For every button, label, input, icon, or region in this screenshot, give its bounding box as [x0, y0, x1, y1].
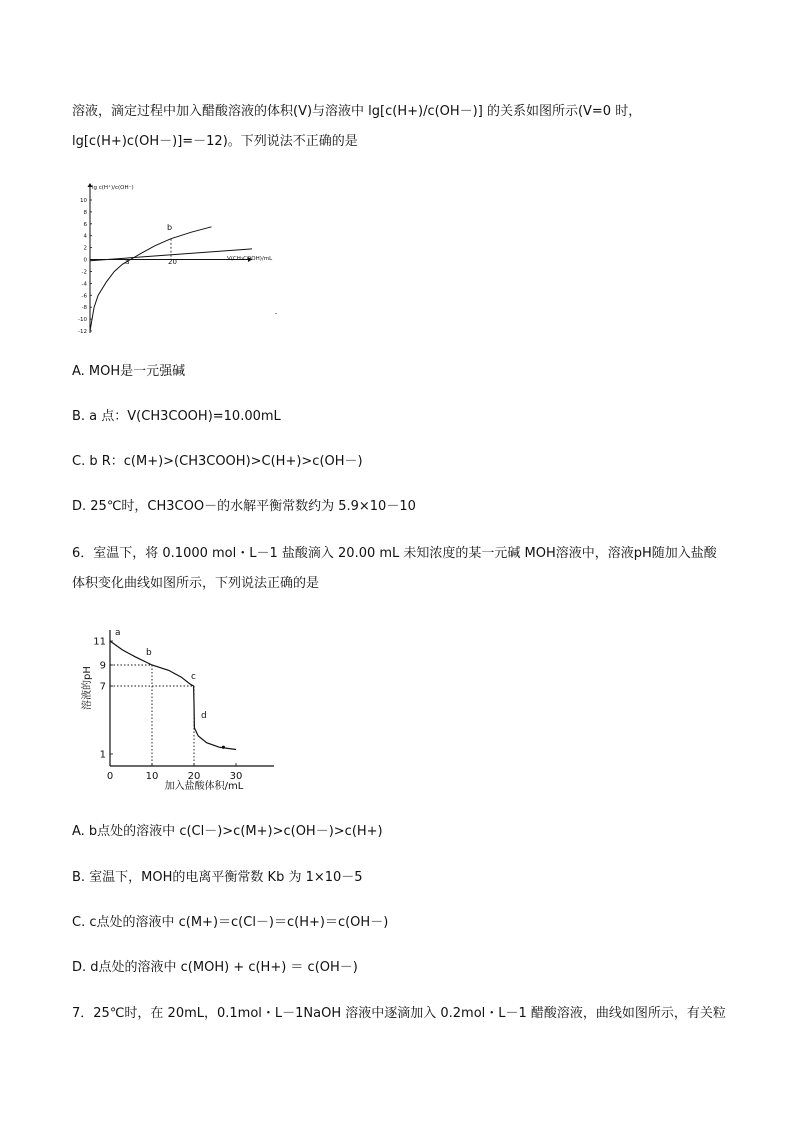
fig2-x-tick-label: 0: [106, 771, 114, 782]
fig2-curve: [110, 641, 236, 750]
fig2-y-tick-label: 7: [99, 681, 106, 693]
figure-lg-ratio-chart: [72, 178, 298, 336]
q6-option-a: A. b点处的溶液中 c(Cl－)>c(M+)>c(OH－)>c(H+): [72, 824, 383, 839]
fig2-point-label-d: d: [201, 711, 207, 721]
fig2-point-label-c: c: [191, 672, 196, 682]
fig1-y-tick-label: 2: [83, 245, 87, 252]
fig2-point-label-a: a: [115, 628, 121, 638]
fig1-y-tick-label: -2: [81, 269, 87, 276]
fig2-x-tick-label: 30: [229, 771, 243, 782]
fig2-x-tick-label: 20: [187, 771, 201, 782]
fig1-y-tick-label: 0: [83, 257, 87, 264]
fig1-y-tick-label: 10: [80, 198, 87, 204]
q6-stem-line2: 体积变化曲线如图所示，下列说法正确的是: [72, 576, 320, 591]
fig2-x-tick-label: 10: [145, 771, 159, 782]
fig1-x-tick-a: a: [125, 258, 130, 266]
q6-option-d: D. d点处的溶液中 c(MOH) + c(H+) ＝ c(OH－): [72, 960, 358, 975]
q6-option-c: C. c点处的溶液中 c(M+)＝c(Cl－)＝c(H+)＝c(OH－): [72, 915, 389, 930]
q5-option-d: D. 25℃时，CH3COO－的水解平衡常数约为 5.9×10－10: [72, 499, 416, 514]
fig2-guide-lines: [110, 665, 194, 766]
fig1-curve: [90, 227, 212, 331]
q5-option-a: A. MOH是一元强碱: [72, 364, 186, 379]
fig1-y-tick-label: -8: [81, 305, 87, 312]
fig2-y-label: 溶液的pH: [82, 666, 93, 710]
fig1-x-tick-20: 20: [168, 258, 177, 266]
q6-stem-line1: 6．室温下，将 0.1000 mol・L－1 盐酸滴入 20.00 mL 未知浓度的某一元碱 MOH溶液中，溶液pH随加入盐酸: [72, 546, 717, 561]
fig1-x-label: V(CH₃COOH)/mL: [227, 256, 273, 262]
fig2-y-tick-label: 9: [99, 660, 106, 672]
q6-option-b: B. 室温下，MOH的电离平衡常数 Kb 为 1×10－5: [72, 870, 363, 885]
fig1-y-tick-label: -10: [78, 317, 87, 324]
fig1-y-tick-label: 6: [83, 221, 87, 228]
fig1-y-tick-label: -6: [81, 293, 87, 300]
q7-stem-line1: 7．25℃时，在 20mL，0.1mol・L－1NaOH 溶液中逐滴加入 0.2mol・L－1 醋酸溶液，曲线如图所示，有关粒: [72, 1006, 726, 1021]
fig1-y-tick-label: -12: [78, 329, 87, 335]
fig2-y-tick-label: 1: [99, 749, 106, 761]
q5-stem-line1: 溶液，滴定过程中加入醋酸溶液的体积(V)与溶液中 lg[c(H+)/c(OH－)] 的关系如图所示(V=0 时，: [72, 104, 642, 119]
q5-option-b: B. a 点：V(CH3COOH)=10.00mL: [72, 409, 281, 424]
q5-stem-line2: lg[c(H+)c(OH－)]=－12)。下列说法不正确的是: [72, 134, 358, 149]
fig1-y-label: lg c(H⁺)/c(OH⁻): [92, 185, 134, 191]
fig2-point-label-b: b: [146, 648, 152, 658]
q5-option-c: C. b R：c(M+)>(CH3COOH)>C(H+)>c(OH－): [72, 454, 363, 469]
fig1-y-tick-label: -4: [81, 281, 87, 288]
figure-ph-titration-curve: [72, 622, 282, 794]
fig2-y-tick-label: 11: [93, 636, 106, 648]
fig1-point-label-b: b: [167, 223, 173, 232]
fig1-y-tick-label: 8: [83, 209, 87, 216]
fig1-y-tick-label: 4: [83, 233, 87, 240]
stray-dot: [275, 313, 277, 314]
fig2-x-label: 加入盐酸体积/mL: [164, 781, 244, 792]
fig2-end-dot: [222, 746, 225, 749]
